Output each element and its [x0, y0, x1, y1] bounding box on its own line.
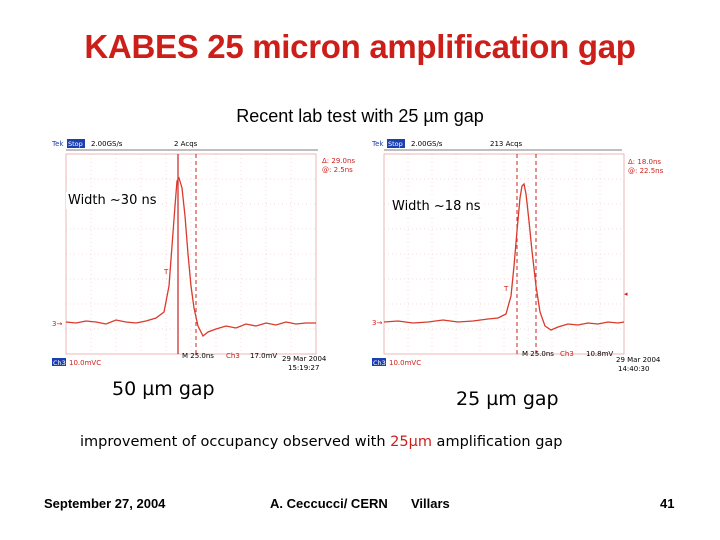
scope-right-trig: Ch3: [560, 350, 574, 358]
scope-left-delta: Δ: 29.0ns: [322, 157, 356, 165]
scope-right-date: 29 Mar 2004: [616, 356, 661, 364]
scope-left-svg: [36, 136, 356, 372]
improvement-prefix: improvement of occupancy observed with: [80, 434, 391, 450]
scope-right-delta: Δ: 18.0ns: [628, 158, 662, 166]
scope-right-mode: Stop: [388, 140, 403, 148]
scope-right-ch-marker: 3→: [372, 319, 383, 327]
footer-place: Villars: [411, 496, 450, 511]
scope-right-timebase: M 25.0ns: [522, 350, 554, 358]
scope-left-trig-level: 17.0mV: [250, 352, 278, 360]
slide-subtitle: Recent lab test with 25 µm gap: [236, 106, 484, 126]
scope-right-trig-marker: T: [504, 285, 509, 293]
scope-right-svg: [358, 136, 674, 372]
scope-right-at: @: 22.5ns: [628, 167, 664, 175]
scope-right-trig-level: 10.8mV: [586, 350, 614, 358]
footer-author: A. Ceccucci/ CERN: [270, 496, 388, 511]
scope-left-ch-scale: 10.0mVC: [69, 359, 102, 367]
scope-right-width-label: Width ~18 ns: [392, 199, 481, 214]
scope-left-mode: Stop: [68, 140, 83, 148]
scope-right-ch-scale: 10.0mVC: [389, 359, 422, 367]
improvement-highlight: 25µm: [390, 434, 432, 450]
scope-left-ch-label: Ch3: [53, 359, 66, 367]
footer-page-number: 41: [660, 496, 675, 511]
scope-right-ch-label: Ch3: [373, 359, 386, 367]
scope-left-rate: 2.00GS/s: [91, 140, 123, 148]
scope-right-level-marker: ◂: [624, 290, 628, 298]
scope-left-width-label: Width ~30 ns: [68, 193, 157, 208]
right-gap-label: 25 µm gap: [456, 388, 559, 410]
scope-left-time: 15:19:27: [288, 364, 320, 372]
improvement-suffix: amplification gap: [431, 434, 563, 450]
footer-date: September 27, 2004: [44, 496, 166, 511]
scope-right-time: 14:40:30: [618, 365, 650, 372]
slide-title: KABES 25 micron amplification gap: [84, 28, 636, 65]
scope-left-trig-marker: T: [164, 268, 169, 276]
scope-left-trig: Ch3: [226, 352, 240, 360]
scope-left-at: @: 2.5ns: [322, 166, 353, 174]
improvement-caption: [80, 434, 563, 450]
scope-screenshot-left: [36, 136, 356, 372]
scope-right-acqs: 213 Acqs: [490, 140, 523, 148]
scope-left-date: 29 Mar 2004: [282, 355, 327, 363]
left-gap-label: 50 µm gap: [112, 378, 215, 400]
scope-right-tek: Tek: [372, 140, 384, 148]
scope-right-rate: 2.00GS/s: [411, 140, 443, 148]
scope-left-timebase: M 25.0ns: [182, 352, 214, 360]
scope-left-ch-marker: 3→: [52, 320, 63, 328]
scope-right-grid: [384, 154, 624, 354]
scope-left-acqs: 2 Acqs: [174, 140, 198, 148]
scope-left-tek: Tek: [52, 140, 64, 148]
scope-screenshot-right: [358, 136, 674, 372]
